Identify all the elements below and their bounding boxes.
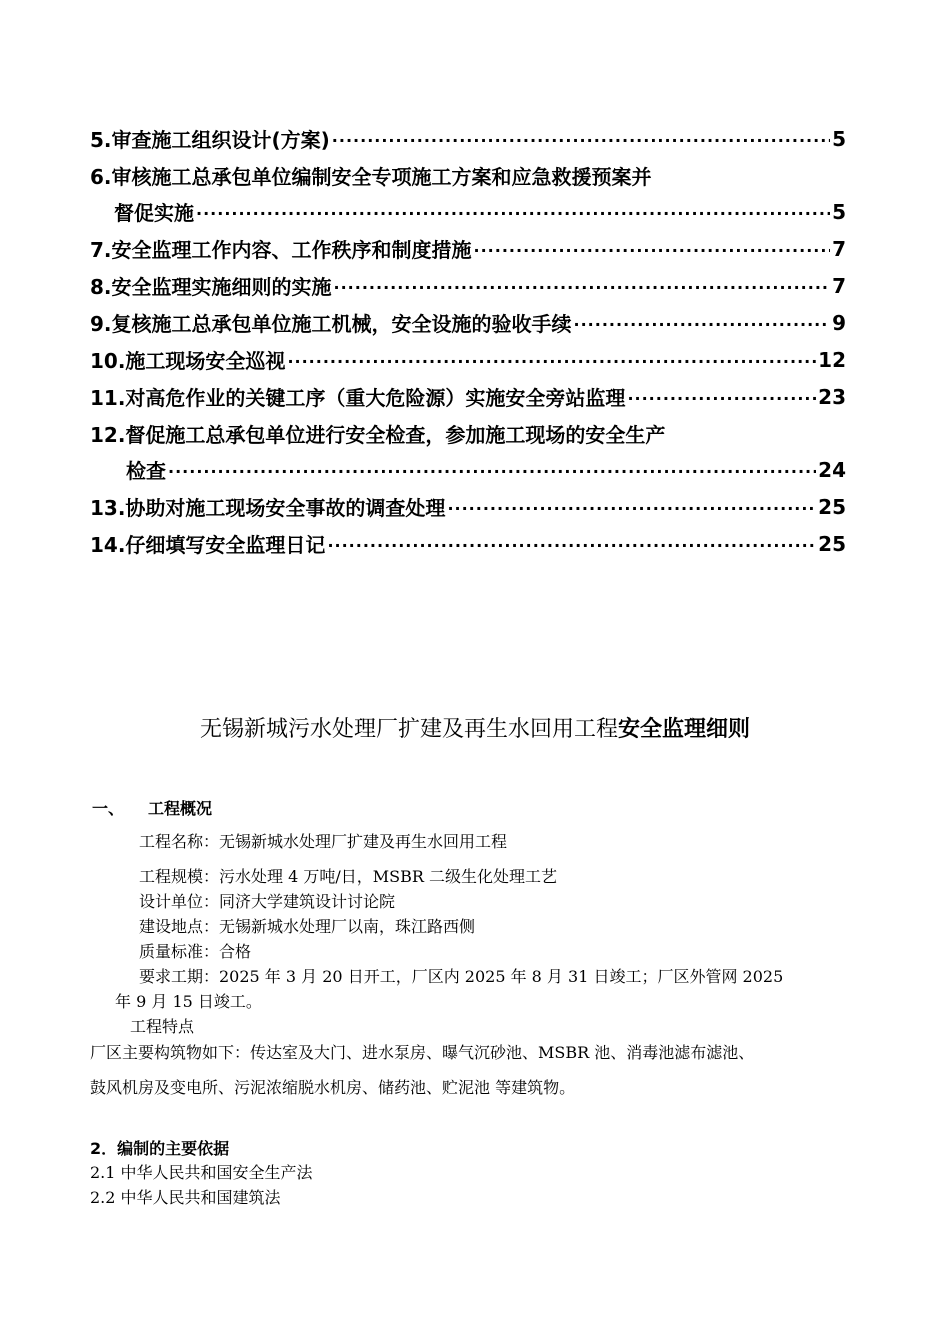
toc-entry[interactable]: [90, 378, 846, 415]
project-name-line: 工程名称：无锡新城水处理厂扩建及再生水回用工程: [139, 832, 508, 851]
toc-entry-title: 11.对高危作业的关键工序（重大危险源）实施安全旁站监理: [90, 386, 626, 410]
toc-page-number: 5: [832, 126, 846, 151]
basis-item: 2.2 中华人民共和国建筑法: [90, 1188, 281, 1207]
toc-entry-continuation[interactable]: [90, 451, 846, 488]
project-scale-line: 工程规模：污水处理 4 万吨/日，MSBR 二级生化处理工艺: [139, 867, 557, 886]
toc-entry-title: 14.仔细填写安全监理日记: [90, 533, 326, 557]
toc-entry-title: 8.安全监理实施细则的实施: [90, 275, 332, 299]
toc-leader-dots: [474, 239, 831, 259]
toc-entry[interactable]: [90, 488, 846, 525]
document-title-bold: 安全监理细则: [618, 717, 751, 742]
design-unit-line: 设计单位：同济大学建筑设计讨论院: [139, 892, 396, 911]
basis-item: 2.1 中华人民共和国安全生产法: [90, 1163, 313, 1182]
toc-entry[interactable]: [90, 525, 846, 562]
section-heading: 工程概况: [148, 799, 213, 818]
toc-entry-title: 12.督促施工总承包单位进行安全检查，参加施工现场的安全生产: [90, 422, 666, 447]
toc-page-number: 7: [832, 273, 846, 298]
toc-leader-dots: [196, 202, 830, 222]
toc-page-number: 23: [818, 384, 846, 409]
toc-entry-title-continued: 督促实施: [114, 201, 194, 225]
toc-leader-dots: [287, 350, 816, 370]
toc-entry[interactable]: [90, 304, 846, 341]
toc-page-number: 25: [818, 494, 846, 519]
toc-entry[interactable]: [90, 267, 846, 304]
toc-leader-dots: [574, 313, 831, 333]
toc-entry-title-continued: 检查: [126, 459, 166, 483]
toc-entry[interactable]: [90, 157, 846, 193]
section-number: 一、: [92, 799, 125, 818]
toc-entry-title: 6.审核施工总承包单位编制安全专项施工方案和应急救援预案并: [90, 164, 652, 189]
document-title-main: 无锡新城污水处理厂扩建及再生水回用工程: [199, 717, 618, 742]
toc-entry-title: 9.复核施工总承包单位施工机械，安全设施的验收手续: [90, 312, 572, 336]
toc-entry-title: 5.审查施工组织设计(方案): [90, 128, 330, 152]
structures-line-continued: 鼓风机房及变电所、污泥浓缩脱水机房、储药池、贮泥池 等建筑物。: [90, 1078, 576, 1097]
toc-leader-dots: [447, 497, 816, 517]
toc-leader-dots: [332, 129, 830, 149]
quality-standard-line: 质量标准：合格: [139, 942, 252, 961]
schedule-line-continued: 年 9 月 15 日竣工。: [115, 992, 262, 1011]
document-title: [0, 712, 950, 743]
toc-entry-title: 13.协助对施工现场安全事故的调查处理: [90, 496, 446, 520]
toc-page-number: 25: [818, 531, 846, 556]
toc-entry[interactable]: [90, 341, 846, 378]
toc-entry-continuation[interactable]: [90, 193, 846, 230]
toc-leader-dots: [627, 387, 816, 407]
toc-entry-title: 7.安全监理工作内容、工作秩序和制度措施: [90, 238, 472, 262]
toc-entry[interactable]: [90, 120, 846, 157]
toc-page-number: 12: [818, 347, 846, 372]
toc-page-number: 24: [818, 457, 846, 482]
structures-line: 厂区主要构筑物如下：传达室及大门、进水泵房、曝气沉砂池、MSBR 池、消毒池滤布滤池、: [90, 1043, 755, 1062]
section-heading-basis: 2．编制的主要依据: [90, 1139, 230, 1158]
toc-page-number: 9: [832, 310, 846, 335]
location-line: 建设地点：无锡新城水处理厂以南，珠江路西侧: [139, 917, 476, 936]
toc-entry[interactable]: [90, 230, 846, 267]
toc-leader-dots: [327, 534, 816, 554]
toc-page-number: 7: [832, 236, 846, 261]
toc-entry[interactable]: [90, 415, 846, 451]
schedule-line: 要求工期：2025 年 3 月 20 日开工，厂区内 2025 年 8 月 31 日竣工；厂区外管网 2025: [139, 967, 784, 986]
toc-page-number: 5: [832, 199, 846, 224]
toc-leader-dots: [168, 460, 816, 480]
table-of-contents: [90, 120, 846, 562]
toc-entry-title: 10.施工现场安全巡视: [90, 349, 286, 373]
toc-leader-dots: [334, 276, 831, 296]
features-heading: 工程特点: [130, 1017, 195, 1036]
